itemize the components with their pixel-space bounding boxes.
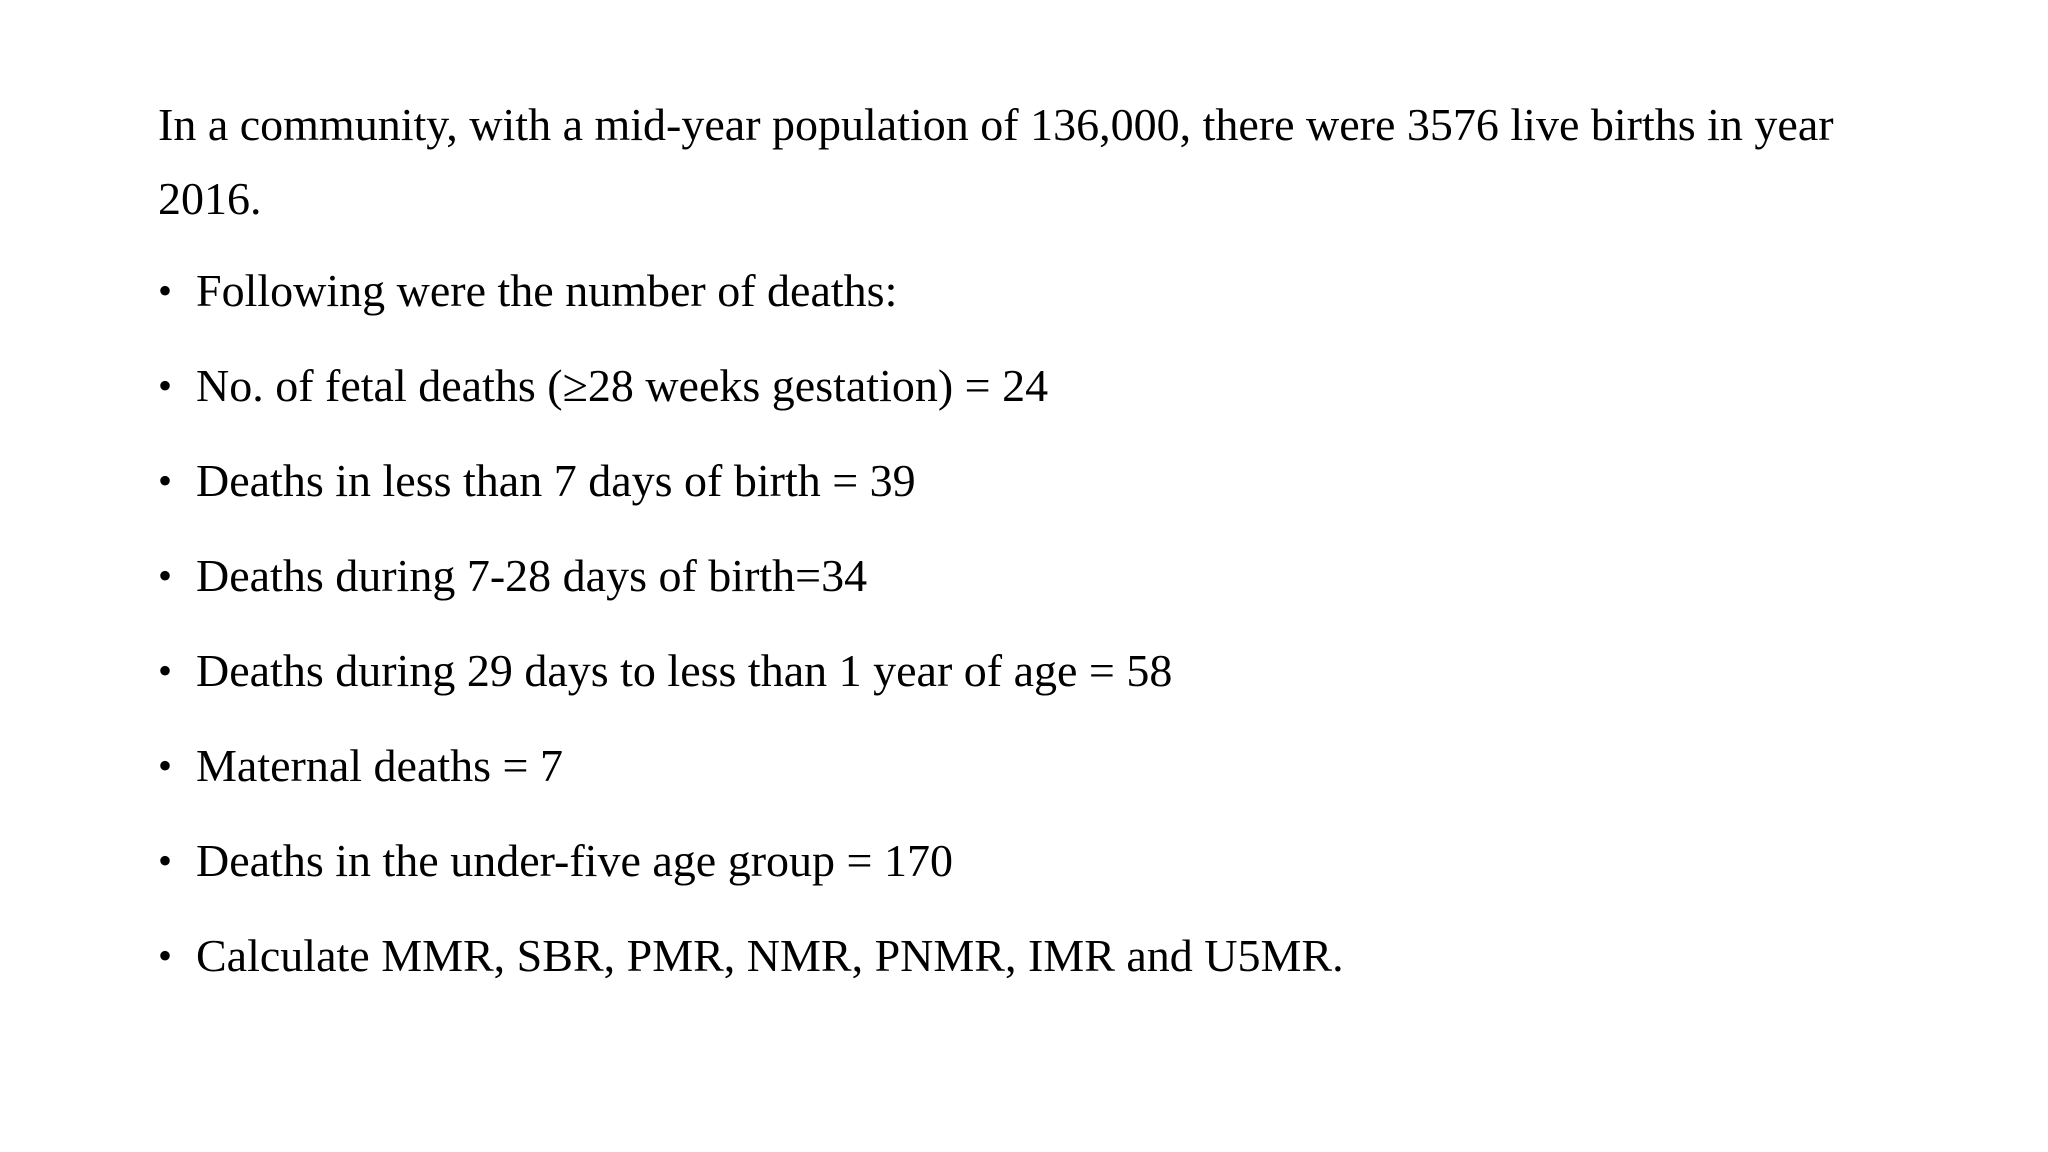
bullet-icon: • <box>158 838 173 883</box>
bullet-text: Maternal deaths = 7 <box>196 740 563 791</box>
intro-paragraph: In a community, with a mid-year population of 136,000, there were 3576 live births in year 2016. <box>158 99 1834 224</box>
bullet-text: Deaths during 7-28 days of birth=34 <box>196 550 868 601</box>
bullet-icon: • <box>158 458 173 503</box>
bullet-icon: • <box>158 648 173 693</box>
bullet-text: Calculate MMR, SBR, PMR, NMR, PNMR, IMR and U5MR. <box>196 930 1344 981</box>
bullet-text: No. of fetal deaths (≥28 weeks gestation) = 24 <box>196 360 1049 411</box>
bullet-text: Deaths during 29 days to less than 1 year of age = 58 <box>196 645 1173 696</box>
bullet-text: Following were the number of deaths: <box>196 265 898 316</box>
bullet-text: Deaths in the under-five age group = 170 <box>196 835 953 886</box>
bullet-text: Deaths in less than 7 days of birth = 39 <box>196 455 916 506</box>
bullet-icon: • <box>158 268 173 313</box>
bullet-icon: • <box>158 363 173 408</box>
bullet-icon: • <box>158 933 173 978</box>
bullet-icon: • <box>158 553 173 598</box>
bullet-icon: • <box>158 743 173 788</box>
